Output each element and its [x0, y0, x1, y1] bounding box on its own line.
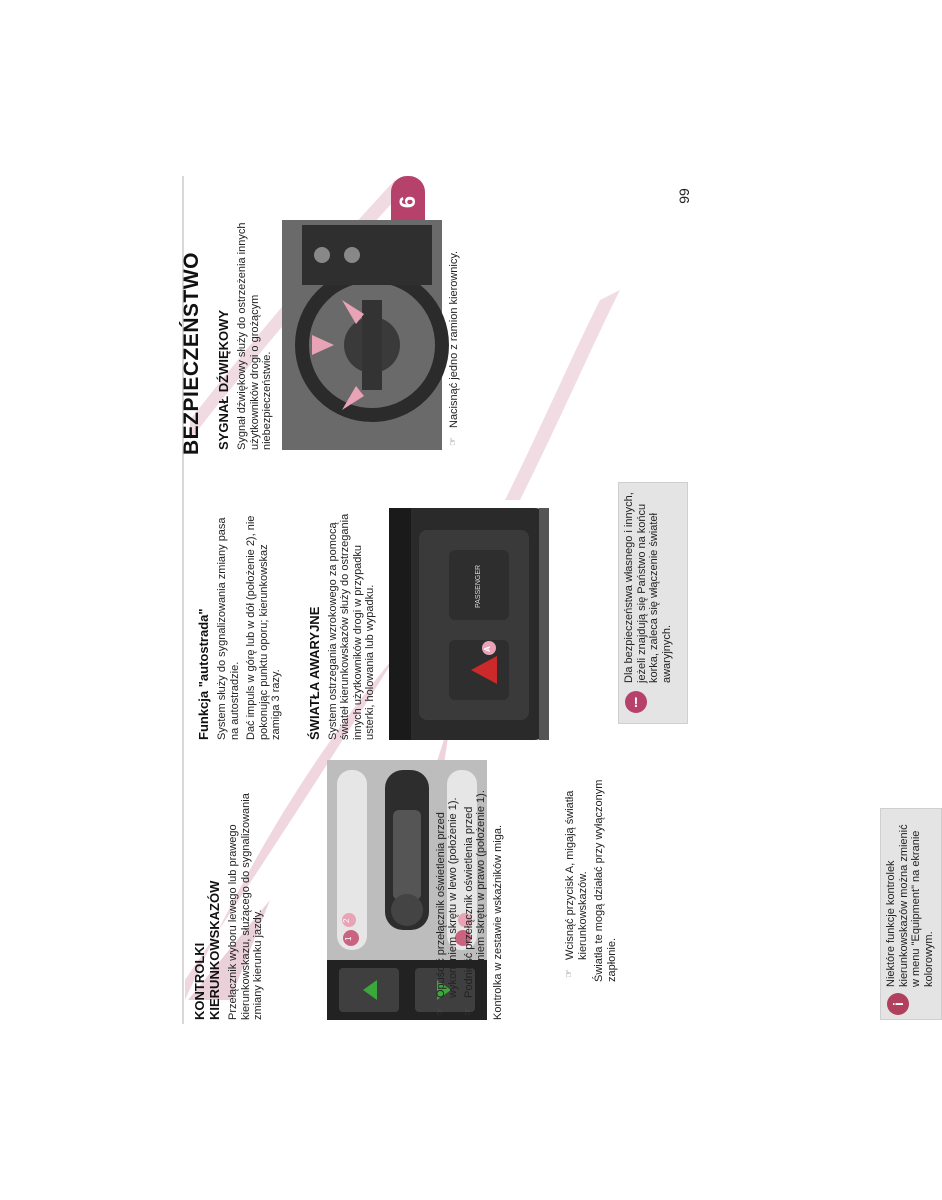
section-heading: KONTROLKI KIERUNKOWSKAZÓW [192, 880, 222, 1020]
page-title: BEZPIECZEŃSTWO [180, 251, 203, 455]
list-item: ☞ Opuścić przełącznik oświetlenia przed wykonaniem skrętu w lewo (położenie 1). [434, 797, 459, 1016]
info-icon: i [887, 993, 909, 1015]
warning-text: Dla bezpieczeństwa własnego i innych, jeżeli znajdują się Państwo na końcu korka, zaleca się włączenie świateł awaryjnych. [623, 492, 673, 683]
position-label-1: 1 [343, 936, 353, 941]
list-item: ☞ Podnieść przełącznik oświetlenia przed wykonaniem skrętu w prawo (położenie 1). [462, 790, 487, 1016]
section-text: System ostrzegania wzrokowego za pomocą świateł kierunkowskazów służy do ostrzegania innych użytkowników drogi w przypadku usterki, holowania lub wypadku. [326, 513, 376, 740]
note-text: Niektóre funkcje kontrolek kierunkowskazów można zmienić w menu "Equipment" na ekranie kolorowym. [885, 824, 935, 987]
section-heading: ŚWIATŁA AWARYJNE [306, 606, 322, 740]
hazard-switch-photo [389, 508, 549, 740]
section-text: Dać impuls w górę lub w dół (położenie 2), nie pokonując punktu oporu; kierunkowskaz zamiga 3 razy. [245, 515, 282, 740]
list-item: ☞ Wcisnąć przycisk A, migają światła kierunkowskazów. [564, 790, 589, 978]
pointing-hand-icon: ☞ [564, 969, 575, 978]
section-text: Przełącznik wyboru lewego lub prawego kierunkowskazu, służącego do sygnalizowania zmiany kierunku jazdy. [227, 793, 264, 1020]
position-label-2: 2 [341, 918, 351, 923]
section-sygnal [216, 195, 464, 450]
list-item: ☞ Nacisnąć jedno z ramion kierownicy. [447, 250, 460, 446]
hazard-illustration [389, 508, 549, 740]
button-a-label: A [482, 646, 492, 652]
info-note [880, 808, 942, 1020]
pointing-hand-icon: ☞ [462, 1007, 474, 1016]
passenger-label: PASSENGER [474, 564, 482, 608]
section-heading: SYGNAŁ DŹWIĘKOWY [216, 309, 231, 450]
section-text: System służy do sygnalizowania zmiany pasa na autostradzie. [216, 517, 241, 740]
pointing-hand-icon: ☞ [447, 437, 459, 446]
steering-wheel-photo [282, 220, 442, 450]
exclamation-icon: ! [625, 691, 647, 713]
section-footer: Kontrolka w zestawie wskaźników miga. [491, 824, 504, 1020]
section-text: Sygnał dźwiękowy służy do ostrzeżenia innych użytkowników drogi o grożącym niebezpieczeństwie. [236, 222, 273, 450]
section-autostrada [196, 510, 541, 740]
warning-note [618, 482, 688, 724]
section-text: Światła te mogą działać przy wyłączonym zapłonie. [593, 779, 618, 982]
chapter-number: 6 [395, 195, 420, 209]
section-heading: Funkcja "autostrada" [196, 608, 211, 740]
steering-illustration [282, 220, 442, 450]
sygnal-steps [448, 195, 461, 450]
awaryjne-lower-block [562, 722, 802, 982]
page-number: 99 [675, 188, 692, 204]
awaryjne-steps [564, 742, 589, 982]
pointing-hand-icon: ☞ [434, 1007, 446, 1016]
